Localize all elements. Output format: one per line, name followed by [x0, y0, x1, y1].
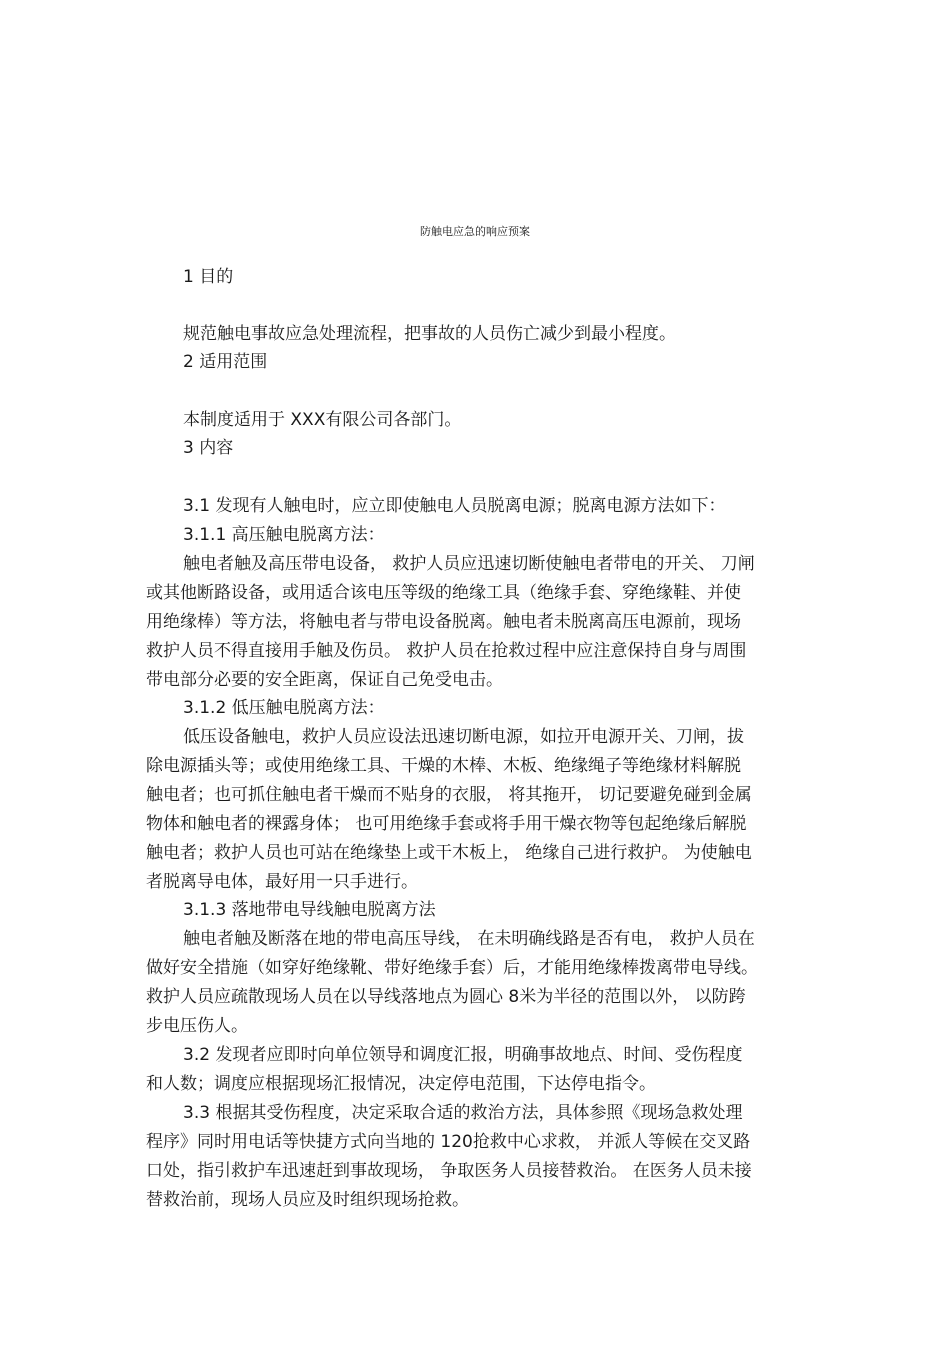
section-heading-2: 2 适用范围: [183, 352, 268, 372]
paragraph-line: 者脱离导电体，最好用一只手进行。: [146, 872, 418, 892]
paragraph-line: 低压设备触电，救护人员应设法迅速切断电源，如拉开电源开关、刀闸，拔: [183, 727, 744, 747]
section-body-1: 规范触电事故应急处理流程，把事故的人员伤亡减少到最小程度。: [183, 324, 676, 344]
paragraph-line: 触电者触及断落在地的带电高压导线， 在未明确线路是否有电， 救护人员在: [183, 929, 755, 949]
paragraph-line: 除电源插头等；或使用绝缘工具、干燥的木棒、木板、绝缘绳子等绝缘材料解脱: [146, 756, 741, 776]
subheading-3-1-1: 3.1.1 高压触电脱离方法：: [183, 525, 385, 545]
paragraph-line: 和人数；调度应根据现场汇报情况，决定停电范围，下达停电指令。: [146, 1074, 656, 1094]
paragraph-line: 触电者；救护人员也可站在绝缘垫上或干木板上， 绝缘自己进行救护。 为使触电: [146, 843, 752, 863]
paragraph-line: 救护人员不得直接用手触及伤员。 救护人员在抢救过程中应注意保持自身与周围: [146, 641, 747, 661]
paragraph-line: 做好安全措施（如穿好绝缘靴、带好绝缘手套）后，才能用绝缘棒拨离带电导线。: [146, 958, 758, 978]
paragraph-line: 口处，指引救护车迅速赶到事故现场， 争取医务人员接替救治。 在医务人员未接: [146, 1161, 752, 1181]
paragraph-line: 替救治前，现场人员应及时组织现场抢救。: [146, 1190, 469, 1210]
paragraph-line: 用绝缘棒）等方法，将触电者与带电设备脱离。触电者未脱离高压电源前，现场: [146, 612, 741, 632]
section-heading-3: 3 内容: [183, 438, 234, 458]
paragraph-line: 触电者触及高压带电设备， 救护人员应迅速切断使触电者带电的开关、 刀闸: [183, 554, 755, 574]
section-body-2: 本制度适用于 XXX有限公司各部门。: [183, 410, 462, 430]
paragraph-line: 3.3 根据其受伤程度，决定采取合适的救治方法，具体参照《现场急救处理: [183, 1103, 743, 1123]
section-heading-1: 1 目的: [183, 267, 234, 287]
paragraph-line: 物体和触电者的裸露身体； 也可用绝缘手套或将手用干燥衣物等包起绝缘后解脱: [146, 814, 747, 834]
paragraph-line: 触电者；也可抓住触电者干燥而不贴身的衣服， 将其拖开， 切记要避免碰到金属: [146, 785, 752, 805]
paragraph-line: 或其他断路设备，或用适合该电压等级的绝缘工具（绝缘手套、穿绝缘鞋、并使: [146, 583, 741, 603]
paragraph-3-1: 3.1 发现有人触电时，应立即使触电人员脱离电源；脱离电源方法如下：: [183, 496, 726, 516]
paragraph-line: 救护人员应疏散现场人员在以导线落地点为圆心 8米为半径的范围以外， 以防跨: [146, 987, 746, 1007]
document-title: 防触电应急的响应预案: [420, 225, 530, 238]
paragraph-line: 程序》同时用电话等快捷方式向当地的 120抢救中心求救， 并派人等候在交叉路: [146, 1132, 751, 1152]
subheading-3-1-2: 3.1.2 低压触电脱离方法：: [183, 698, 385, 718]
subheading-3-1-3: 3.1.3 落地带电导线触电脱离方法: [183, 900, 436, 920]
paragraph-line: 带电部分必要的安全距离，保证自己免受电击。: [146, 670, 503, 690]
paragraph-line: 步电压伤人。: [146, 1016, 248, 1036]
paragraph-line: 3.2 发现者应即时向单位领导和调度汇报，明确事故地点、时间、受伤程度: [183, 1045, 743, 1065]
